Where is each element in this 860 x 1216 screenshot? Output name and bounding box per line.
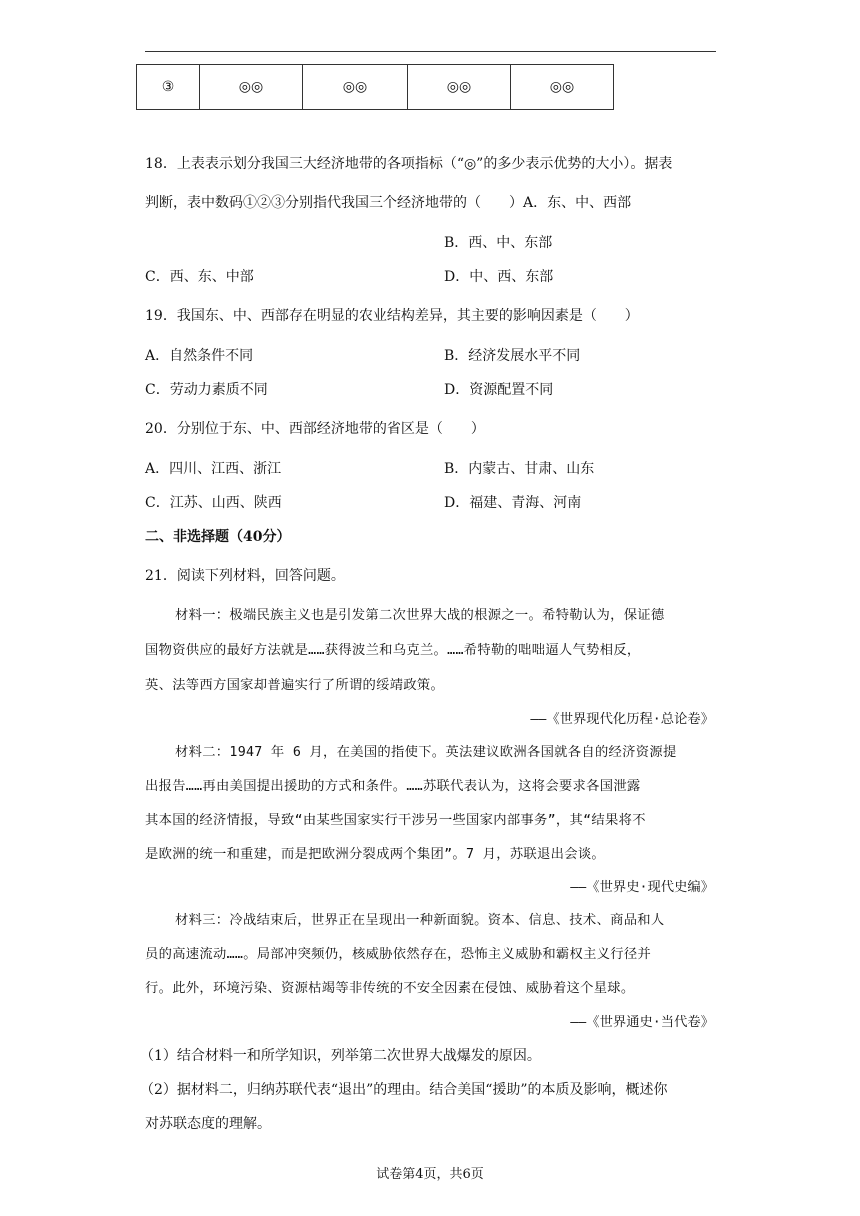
q20-option-a: A．四川、江西、浙江 xyxy=(145,461,282,477)
material1-line: 英、法等西方国家却普遍实行了所谓的绥靖政策。 xyxy=(145,678,445,693)
material3-line: 材料三：冷战结束后，世界正在呈现出一种新面貌。资本、信息、技术、商品和人 xyxy=(175,913,665,928)
q21-subquestion-2-line2: 对苏联态度的理解。 xyxy=(145,1116,271,1132)
table-row xyxy=(137,65,614,110)
material1-line: 材料一：极端民族主义也是引发第二次世界大战的根源之一。希特勒认为，保证德 xyxy=(175,608,665,623)
q20-option-d: D．福建、青海、河南 xyxy=(444,495,582,511)
table-cell: ◎◎ xyxy=(511,65,614,110)
q18-option-d: D．中、西、东部 xyxy=(444,269,554,285)
q19-stem: 19．我国东、中、西部存在明显的农业结构差异，其主要的影响因素是（ ） xyxy=(145,308,639,324)
q21-subquestion-2-line1: （2）据材料二，归纳苏联代表“退出”的理由。结合美国“援助”的本质及影响，概述你 xyxy=(140,1082,668,1098)
material2-line: 其本国的经济情报，导致“由某些国家实行干涉另一些国家内部事务”，其“结果将不 xyxy=(145,813,646,828)
material3-line: 员的高速流动……。局部冲突频仍，核威胁依然存在，恐怖主义威胁和霸权主义行径并 xyxy=(145,947,652,962)
q19-option-b: B．经济发展水平不同 xyxy=(444,348,581,364)
table-cell: ◎◎ xyxy=(200,65,303,110)
material2-line: 出报告……再由美国提出援助的方式和条件。……苏联代表认为，这将会要求各国泄露 xyxy=(145,779,641,794)
q20-option-b: B．内蒙古、甘肃、山东 xyxy=(444,461,595,477)
material3-line: 行。此外，环境污染、资源枯竭等非传统的不安全因素在侵蚀、威胁着这个星球。 xyxy=(145,981,635,996)
q18-option-c: C．西、东、中部 xyxy=(145,269,254,285)
material3-source: ——《世界通史·当代卷》 xyxy=(570,1015,714,1030)
indicator-table xyxy=(136,64,614,110)
q18-stem-line2: 判断，表中数码①②③分别指代我国三个经济地带的（ ）A．东、中、西部 xyxy=(145,195,632,211)
material1-source: ——《世界现代化历程·总论卷》 xyxy=(530,712,714,727)
q19-option-a: A．自然条件不同 xyxy=(145,348,254,364)
material2-source: ——《世界史·现代史编》 xyxy=(570,880,714,895)
q21-stem: 21．阅读下列材料，回答问题。 xyxy=(145,568,345,584)
page-footer: 试卷第4页，共6页 xyxy=(376,1167,484,1182)
table-cell: ◎◎ xyxy=(303,65,408,110)
q20-option-c: C．江苏、山西、陕西 xyxy=(145,495,282,511)
q19-option-d: D．资源配置不同 xyxy=(444,382,554,398)
q19-option-c: C．劳动力素质不同 xyxy=(145,382,268,398)
material1-line: 国物资供应的最好方法就是……获得波兰和乌克兰。……希特勒的咄咄逼人气势相反， xyxy=(145,643,641,658)
row-label-cell: ③ xyxy=(137,65,200,110)
q18-stem-line1: 18．上表表示划分我国三大经济地带的各项指标（“◎”的多少表示优势的大小）。据表 xyxy=(145,156,673,172)
top-rule xyxy=(145,51,716,52)
material2-line: 是欧洲的统一和重建，而是把欧洲分裂成两个集团”。7 月，苏联退出会谈。 xyxy=(145,847,606,862)
table-cell: ◎◎ xyxy=(408,65,511,110)
q20-stem: 20．分别位于东、中、西部经济地带的省区是（ ） xyxy=(145,421,485,437)
section-heading: 二、非选择题（40分） xyxy=(145,529,291,545)
q21-subquestion-1: （1）结合材料一和所学知识，列举第二次世界大战爆发的原因。 xyxy=(140,1048,541,1064)
q18-option-b: B．西、中、东部 xyxy=(444,235,553,251)
material2-line: 材料二：1947 年 6 月，在美国的指使下。英法建议欧洲各国就各自的经济资源提 xyxy=(175,745,677,760)
